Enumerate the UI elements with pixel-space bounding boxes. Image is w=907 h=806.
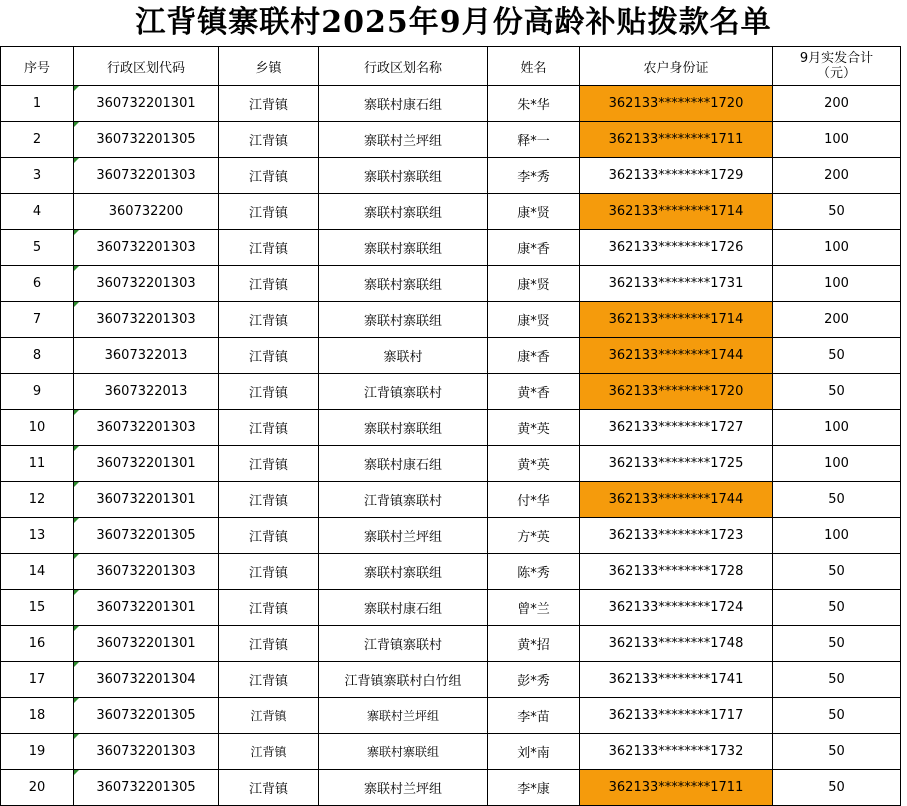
table-row [1,374,901,410]
town-cell: 江背镇 [219,626,319,662]
header-amount [773,47,901,86]
amount-cell: 200 [773,86,901,122]
code-cell: 360732201303 [74,302,219,338]
table-row [1,230,901,266]
name-cell: 方*英 [488,518,580,554]
seq-cell: 7 [1,302,74,338]
amount-cell: 50 [773,482,901,518]
header-seq: 序号 [1,47,74,86]
town-cell: 江背镇 [219,698,319,734]
town-cell: 江背镇 [219,662,319,698]
table-row [1,122,901,158]
amount-cell: 100 [773,518,901,554]
table-row [1,734,901,770]
table-row [1,626,901,662]
amount-cell: 50 [773,194,901,230]
page-title: 江背镇寨联村2025年9月份高龄补贴拨款名单 [135,5,772,40]
seq-cell: 12 [1,482,74,518]
header-town: 乡镇 [219,47,319,86]
code-cell: 360732201303 [74,158,219,194]
table-row [1,662,901,698]
seq-cell: 3 [1,158,74,194]
seq-cell: 19 [1,734,74,770]
seq-cell: 1 [1,86,74,122]
town-cell: 江背镇 [219,590,319,626]
code-cell: 360732200 [74,194,219,230]
seq-cell: 18 [1,698,74,734]
area-cell: 寨联村兰坪组 [319,770,488,806]
id-cell: 362133********1744 [580,482,773,518]
header-amount-line2: （元） [816,66,856,81]
id-cell: 362133********1731 [580,266,773,302]
amount-cell: 50 [773,554,901,590]
id-cell: 362133********1724 [580,590,773,626]
name-cell: 康*贤 [488,302,580,338]
id-cell: 362133********1723 [580,518,773,554]
amount-cell: 50 [773,626,901,662]
area-cell: 寨联村寨联组 [319,230,488,266]
name-cell: 朱*华 [488,86,580,122]
code-cell: 3607322013 [74,338,219,374]
town-cell: 江背镇 [219,302,319,338]
name-cell: 康*香 [488,338,580,374]
header-amount-line1: 9月实发合计 [799,51,874,66]
town-cell: 江背镇 [219,374,319,410]
area-cell: 寨联村兰坪组 [319,698,488,734]
id-cell: 362133********1720 [580,86,773,122]
id-cell: 362133********1748 [580,626,773,662]
area-cell: 寨联村寨联组 [319,734,488,770]
amount-cell: 100 [773,230,901,266]
name-cell: 李*秀 [488,158,580,194]
seq-cell: 2 [1,122,74,158]
table-row [1,194,901,230]
table-body [1,86,901,806]
amount-cell: 200 [773,158,901,194]
amount-cell: 100 [773,410,901,446]
table-row [1,770,901,806]
area-cell: 寨联村康石组 [319,446,488,482]
table-row [1,482,901,518]
area-cell: 寨联村兰坪组 [319,518,488,554]
table-row [1,554,901,590]
name-cell: 彭*秀 [488,662,580,698]
amount-cell: 50 [773,338,901,374]
name-cell: 黄*英 [488,410,580,446]
id-cell: 362133********1711 [580,770,773,806]
seq-cell: 5 [1,230,74,266]
code-cell: 360732201301 [74,482,219,518]
code-cell: 360732201303 [74,266,219,302]
id-cell: 362133********1717 [580,698,773,734]
seq-cell: 9 [1,374,74,410]
table-row [1,86,901,122]
area-cell: 寨联村寨联组 [319,158,488,194]
id-cell: 362133********1714 [580,194,773,230]
town-cell: 江背镇 [219,410,319,446]
town-cell: 江背镇 [219,338,319,374]
table-row [1,590,901,626]
town-cell: 江背镇 [219,554,319,590]
name-cell: 李*康 [488,770,580,806]
name-cell: 陈*秀 [488,554,580,590]
name-cell: 黄*香 [488,374,580,410]
seq-cell: 14 [1,554,74,590]
subsidy-table [0,46,901,806]
id-cell: 362133********1732 [580,734,773,770]
town-cell: 江背镇 [219,230,319,266]
id-cell: 362133********1714 [580,302,773,338]
id-cell: 362133********1711 [580,122,773,158]
name-cell: 付*华 [488,482,580,518]
code-cell: 360732201305 [74,518,219,554]
id-cell: 362133********1725 [580,446,773,482]
code-cell: 360732201303 [74,410,219,446]
id-cell: 362133********1728 [580,554,773,590]
seq-cell: 16 [1,626,74,662]
seq-cell: 17 [1,662,74,698]
amount-cell: 50 [773,590,901,626]
area-cell: 寨联村康石组 [319,590,488,626]
town-cell: 江背镇 [219,266,319,302]
header-name: 姓名 [488,47,580,86]
name-cell: 黄*招 [488,626,580,662]
amount-cell: 100 [773,122,901,158]
name-cell: 康*贤 [488,194,580,230]
area-cell: 寨联村寨联组 [319,194,488,230]
seq-cell: 13 [1,518,74,554]
id-cell: 362133********1744 [580,338,773,374]
code-cell: 360732201301 [74,86,219,122]
table-row [1,518,901,554]
seq-cell: 8 [1,338,74,374]
seq-cell: 10 [1,410,74,446]
code-cell: 360732201305 [74,698,219,734]
name-cell: 释*一 [488,122,580,158]
code-cell: 360732201303 [74,734,219,770]
amount-cell: 50 [773,374,901,410]
area-cell: 寨联村康石组 [319,86,488,122]
seq-cell: 15 [1,590,74,626]
seq-cell: 4 [1,194,74,230]
code-cell: 360732201303 [74,230,219,266]
area-cell: 寨联村兰坪组 [319,122,488,158]
name-cell: 康*香 [488,230,580,266]
town-cell: 江背镇 [219,122,319,158]
area-cell: 寨联村 [319,338,488,374]
area-cell: 寨联村寨联组 [319,302,488,338]
name-cell: 曾*兰 [488,590,580,626]
town-cell: 江背镇 [219,518,319,554]
amount-cell: 200 [773,302,901,338]
area-cell: 江背镇寨联村 [319,374,488,410]
id-cell: 362133********1720 [580,374,773,410]
area-cell: 江背镇寨联村 [319,626,488,662]
table-row [1,698,901,734]
table-row [1,410,901,446]
town-cell: 江背镇 [219,482,319,518]
amount-cell: 50 [773,734,901,770]
town-cell: 江背镇 [219,194,319,230]
area-cell: 江背镇寨联村白竹组 [319,662,488,698]
code-cell: 360732201305 [74,770,219,806]
seq-cell: 6 [1,266,74,302]
header-code: 行政区划代码 [74,47,219,86]
table-row [1,338,901,374]
code-cell: 3607322013 [74,374,219,410]
town-cell: 江背镇 [219,446,319,482]
code-cell: 360732201301 [74,590,219,626]
code-cell: 360732201301 [74,446,219,482]
amount-cell: 50 [773,662,901,698]
area-cell: 寨联村寨联组 [319,554,488,590]
town-cell: 江背镇 [219,734,319,770]
id-cell: 362133********1726 [580,230,773,266]
amount-cell: 100 [773,446,901,482]
name-cell: 李*苗 [488,698,580,734]
seq-cell: 11 [1,446,74,482]
code-cell: 360732201303 [74,554,219,590]
area-cell: 寨联村寨联组 [319,266,488,302]
town-cell: 江背镇 [219,158,319,194]
id-cell: 362133********1727 [580,410,773,446]
id-cell: 362133********1741 [580,662,773,698]
area-cell: 寨联村寨联组 [319,410,488,446]
id-cell: 362133********1729 [580,158,773,194]
amount-cell: 100 [773,266,901,302]
header-row [1,47,901,86]
table-row [1,266,901,302]
table-row [1,302,901,338]
name-cell: 黄*英 [488,446,580,482]
header-area: 行政区划名称 [319,47,488,86]
seq-cell: 20 [1,770,74,806]
amount-cell: 50 [773,698,901,734]
code-cell: 360732201304 [74,662,219,698]
header-id: 农户身份证 [580,47,773,86]
town-cell: 江背镇 [219,86,319,122]
amount-cell: 50 [773,770,901,806]
area-cell: 江背镇寨联村 [319,482,488,518]
table-row [1,446,901,482]
code-cell: 360732201305 [74,122,219,158]
name-cell: 刘*南 [488,734,580,770]
town-cell: 江背镇 [219,770,319,806]
code-cell: 360732201301 [74,626,219,662]
table-row [1,158,901,194]
name-cell: 康*贤 [488,266,580,302]
